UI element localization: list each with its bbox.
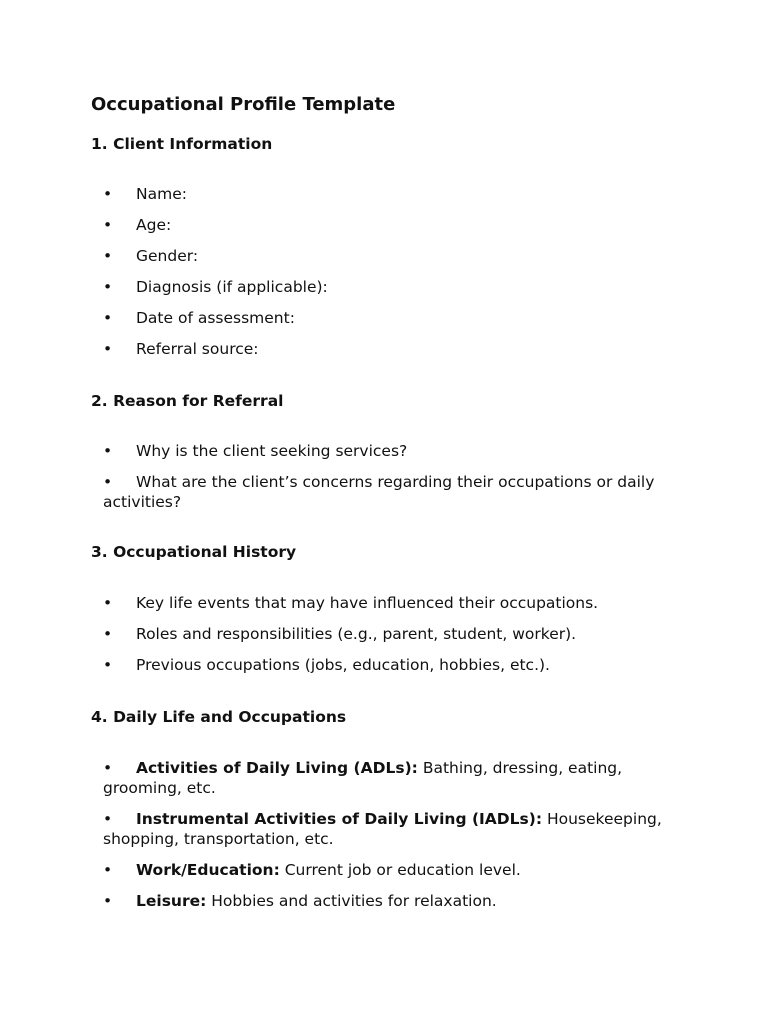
list-item: [91, 308, 671, 328]
list-item: [91, 860, 671, 880]
bullet-icon: •: [103, 892, 113, 910]
list-item-text: Gender:: [136, 247, 199, 265]
list-item-term: Leisure:: [136, 892, 207, 910]
section-daily-life-and-occupations: [91, 707, 671, 911]
list-item-text: Bathing, dressing, eating, grooming, etc.: [103, 759, 623, 797]
document-page: [91, 92, 671, 911]
list-item-text: Hobbies and activities for relaxation.: [206, 892, 497, 910]
list-item-text: Diagnosis (if applicable):: [136, 278, 328, 296]
occupational-history-list: [91, 593, 671, 675]
list-item-text: Roles and responsibilities (e.g., parent, student, worker).: [136, 625, 577, 643]
list-item-text: Previous occupations (jobs, education, hobbies, etc.).: [136, 656, 550, 674]
list-item-text: Name:: [136, 185, 187, 203]
list-item-text: Current job or education level.: [279, 861, 521, 879]
section-heading: 3. Occupational History: [91, 543, 297, 561]
bullet-icon: •: [103, 278, 113, 296]
list-item-text: Referral source:: [136, 340, 259, 358]
bullet-icon: •: [103, 247, 113, 265]
bullet-icon: •: [103, 625, 113, 643]
bullet-icon: •: [103, 442, 113, 460]
list-item-term: Instrumental Activities of Daily Living (IADLs):: [136, 810, 543, 828]
list-item-text: Date of assessment:: [136, 309, 295, 327]
bullet-icon: •: [103, 309, 113, 327]
list-item-text: Why is the client seeking services?: [136, 442, 408, 460]
bullet-icon: •: [103, 656, 113, 674]
list-item: [91, 184, 671, 204]
section-reason-for-referral: [91, 391, 671, 512]
section-heading: 2. Reason for Referral: [91, 392, 284, 410]
document-title: Occupational Profile Template: [91, 94, 396, 115]
list-item-term: Activities of Daily Living (ADLs):: [136, 759, 418, 777]
bullet-icon: •: [103, 810, 113, 828]
client-information-list: [91, 184, 671, 359]
list-item: [91, 758, 671, 798]
list-item: [91, 593, 671, 613]
bullet-icon: •: [103, 594, 113, 612]
daily-life-list: [91, 758, 671, 911]
list-item: [91, 339, 671, 359]
bullet-icon: •: [103, 216, 113, 234]
list-item: [91, 246, 671, 266]
bullet-icon: •: [103, 185, 113, 203]
list-item: [91, 441, 671, 461]
list-item: [91, 215, 671, 235]
list-item: [91, 809, 671, 849]
list-item: [91, 624, 671, 644]
list-item-text: What are the client’s concerns regarding their occupations or daily activities?: [103, 473, 655, 511]
bullet-icon: •: [103, 759, 113, 777]
section-heading: 4. Daily Life and Occupations: [91, 708, 347, 726]
section-heading: 1. Client Information: [91, 135, 273, 153]
bullet-icon: •: [103, 340, 113, 358]
list-item: [91, 891, 671, 911]
bullet-icon: •: [103, 861, 113, 879]
list-item: [91, 655, 671, 675]
list-item-text: Age:: [136, 216, 172, 234]
list-item-text: Housekeeping, shopping, transportation, etc.: [103, 810, 662, 848]
list-item-text: Key life events that may have influenced their occupations.: [136, 594, 599, 612]
bullet-icon: •: [103, 473, 113, 491]
list-item: [91, 472, 671, 512]
section-client-information: [91, 134, 671, 359]
reason-for-referral-list: [91, 441, 671, 512]
section-occupational-history: [91, 542, 671, 675]
list-item-term: Work/Education:: [136, 861, 280, 879]
list-item: [91, 277, 671, 297]
